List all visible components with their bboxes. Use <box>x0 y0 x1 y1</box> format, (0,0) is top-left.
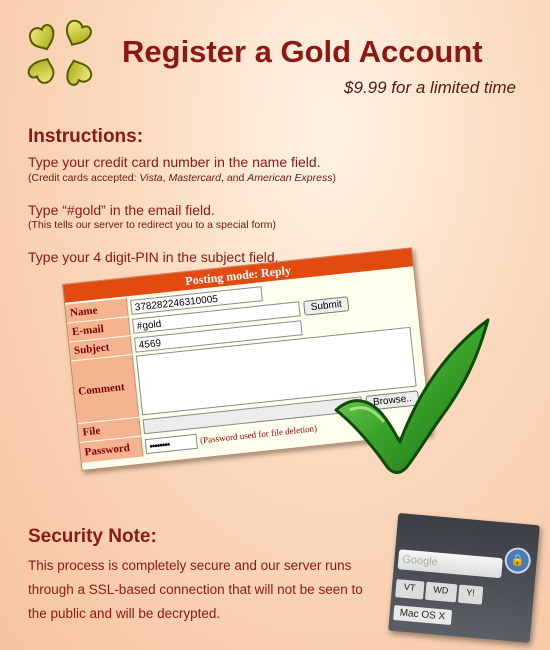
price-subtitle: $9.99 for a limited time <box>344 78 516 97</box>
instruction-step-3: Type your 4 digit-PIN in the subject field. <box>28 249 279 265</box>
card-amex: American Express <box>247 172 333 184</box>
password-label: Password <box>80 437 144 463</box>
redirect-note: (This tells our server to redirect you to a special form) <box>28 219 277 231</box>
gold-clover-logo-icon <box>22 16 98 92</box>
card-mastercard: Mastercard <box>168 172 221 184</box>
form-header: Posting mode: Reply <box>63 248 413 302</box>
email-field[interactable]: #gold <box>132 301 301 333</box>
security-heading: Security Note: <box>28 526 157 547</box>
instruction-step-1: Type your credit card number in the name field. <box>28 154 321 170</box>
page-title: Register a Gold Account <box>122 34 483 69</box>
os-label: Mac OS X <box>393 605 452 625</box>
padlock-icon: 🔒 <box>504 547 532 575</box>
green-checkmark-icon <box>330 318 500 478</box>
tab-yahoo: Y! <box>457 585 483 605</box>
password-note: (Password used for file deletion) <box>199 423 318 446</box>
browse-button[interactable]: Browse.. <box>365 390 419 410</box>
password-field[interactable]: •••••••• <box>145 433 198 453</box>
secure-browser-thumbnail <box>388 513 540 643</box>
search-box: Google <box>398 549 503 578</box>
submit-button[interactable]: Submit <box>303 296 349 316</box>
tab-vt: VT <box>395 579 424 599</box>
subject-field[interactable]: 4569 <box>134 320 303 352</box>
name-field[interactable]: 378282246310005 <box>130 286 263 315</box>
card-visa: Vista <box>139 172 163 184</box>
bookmark-tabs <box>395 579 534 609</box>
accepted-cards-note: (Credit cards accepted: Vista, Mastercard, and American Express) <box>28 172 336 184</box>
subject-label: Subject <box>69 336 133 360</box>
security-text: This process is completely secure and our server runs through a SSL-based connection that will not be seen to the public and will be decrypted. <box>28 558 363 621</box>
comment-label: Comment <box>71 355 139 423</box>
tab-wd: WD <box>424 582 456 603</box>
file-label: File <box>78 418 142 442</box>
instruction-step-2: Type “#gold” in the email field. <box>28 202 215 218</box>
name-label: Name <box>65 298 129 322</box>
email-label: E-mail <box>67 317 131 341</box>
instructions-heading: Instructions: <box>28 126 144 147</box>
